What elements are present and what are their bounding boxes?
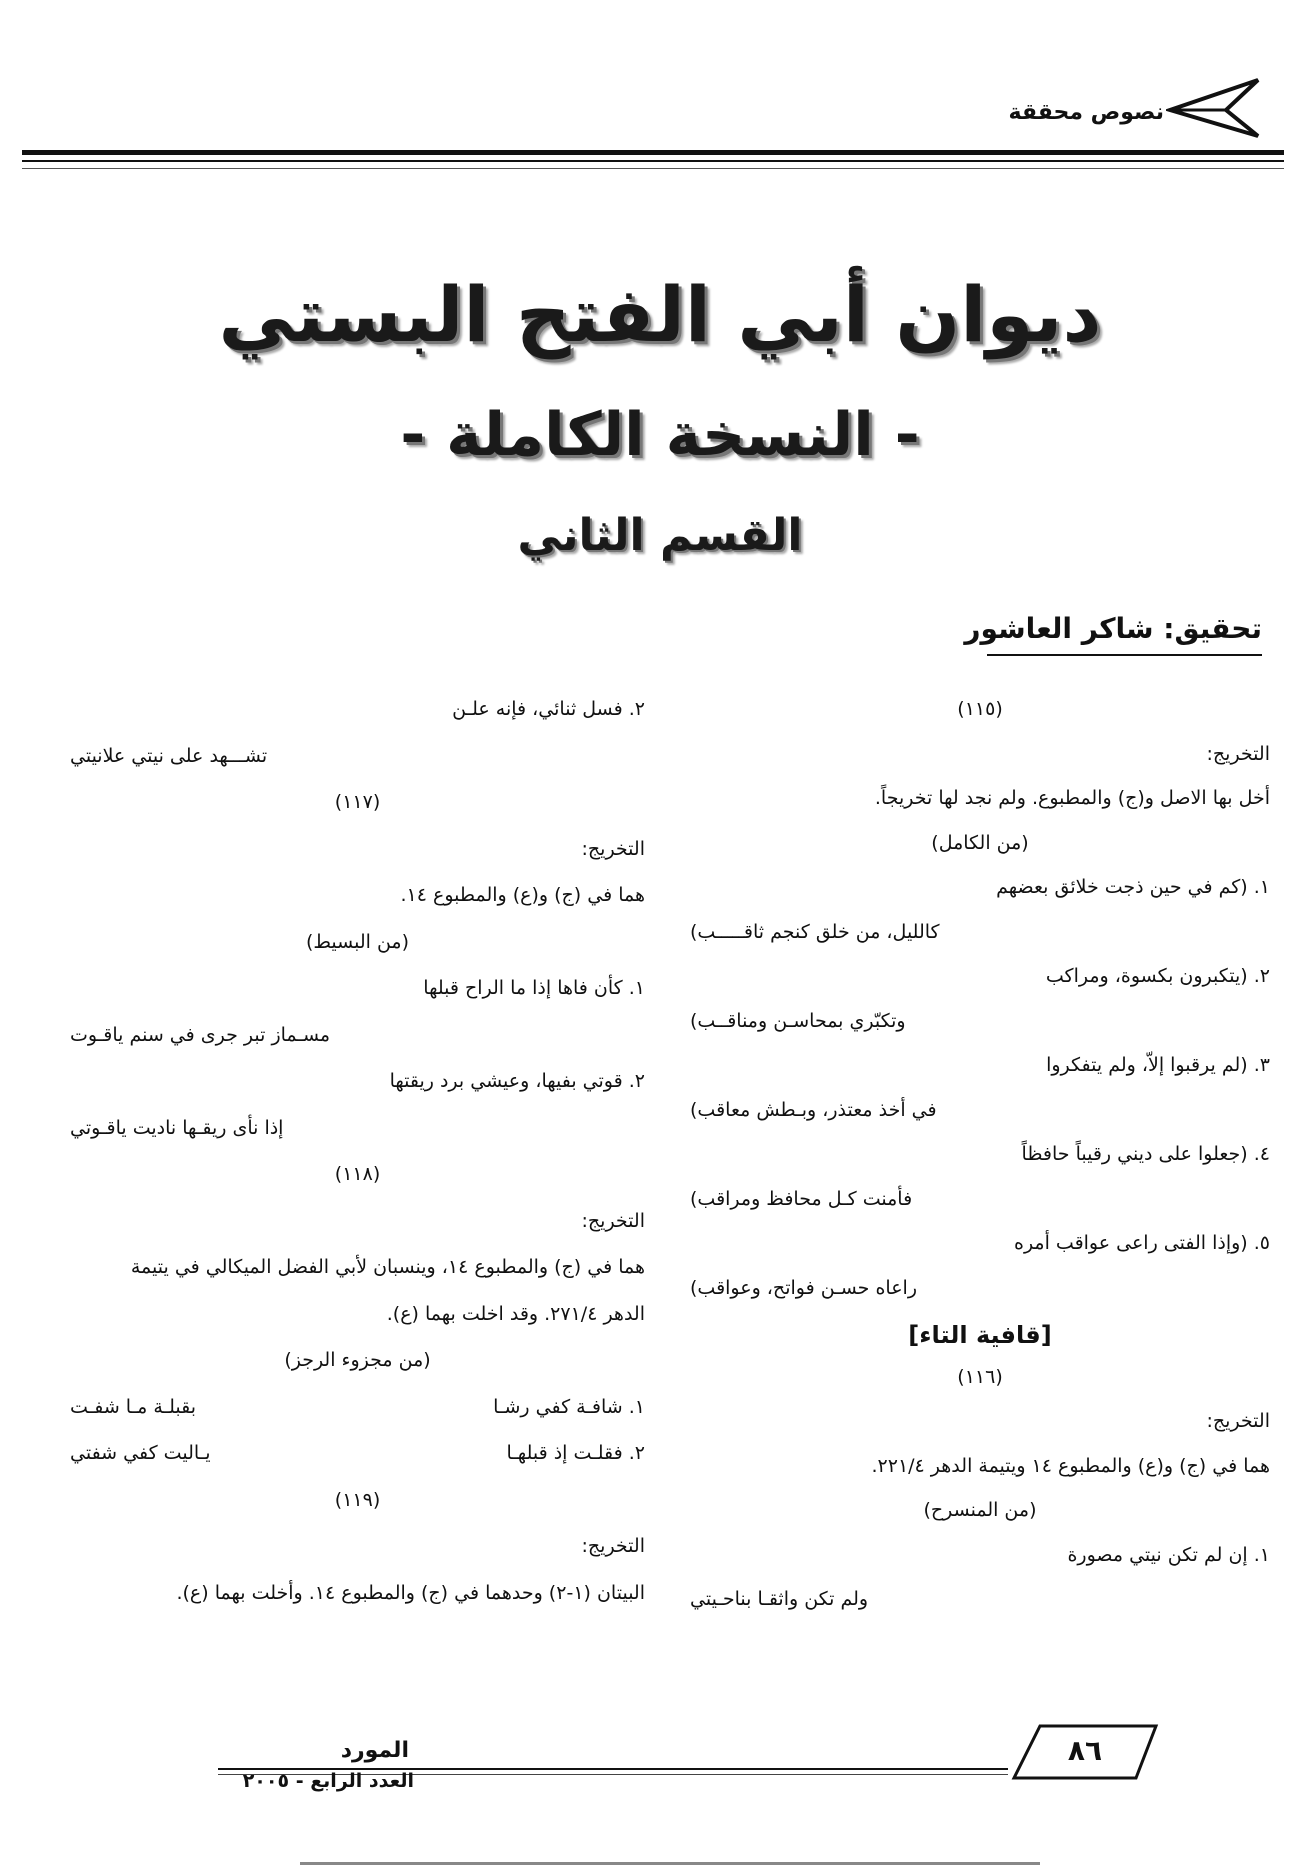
left-column-line (70, 700, 645, 719)
text-line: ٤. (جعلوا على ديني رقيباً حافظاً (1021, 1143, 1270, 1165)
header-rule-thin-2 (22, 168, 1284, 169)
left-column-line (70, 1302, 645, 1325)
issue-label: العدد الرابع - ٢٠٠٥ (242, 1770, 414, 1792)
right-column-line (690, 1276, 1270, 1299)
part-title: القسم الثاني (517, 510, 803, 561)
text-line: ٢. (يتكبرون بكسوة، ومراكب (1045, 965, 1270, 987)
verse-hemistich-second: بقبلـة مـا شفـت (70, 1395, 197, 1418)
right-column-line (690, 1323, 1270, 1347)
text-line: ٣. (لم يرقبوا إلاّ، ولم يتفكروا (1046, 1054, 1270, 1076)
text-line: كالليل، من خلق كنجم ثاقـــــب) (690, 920, 940, 943)
text-line: راعاه حسـن فواتح، وعواقب) (690, 1276, 917, 1299)
left-column-line (70, 1351, 645, 1370)
editor-credit: تحقيق: شاكر العاشور (964, 612, 1262, 645)
right-column-line (690, 700, 1270, 719)
left-column-line (70, 1116, 645, 1139)
text-line: فأمنت كـل محافظ ومراقب) (690, 1187, 913, 1210)
arrow-logo-icon (1166, 74, 1262, 142)
text-line: هما في (ج) والمطبوع ١٤، وينسبان لأبي الفضل الميكالي في يتيمة (130, 1256, 645, 1278)
left-column-line (70, 1209, 645, 1232)
right-column-line (690, 742, 1270, 765)
text-line: التخريج: (581, 1209, 645, 1232)
text-line: التخريج: (1206, 742, 1270, 765)
text-line: تشـــهد على نيتي علانيتي (70, 744, 268, 767)
text-line: وتكبّري بمحاسـن ومناقــب) (690, 1009, 906, 1032)
header-rule (22, 150, 1284, 155)
left-column-line (70, 1023, 645, 1046)
text-line: (١١٨) (334, 1163, 381, 1185)
right-column-line (690, 831, 1270, 854)
left-column-line (70, 886, 645, 905)
text-line: ١. (كم في حين ذجت خلائق بعضهم (996, 876, 1270, 898)
left-column-line (70, 979, 645, 998)
right-column-line (690, 1412, 1270, 1431)
text-line: التخريج: (1206, 1410, 1270, 1432)
left-column-line (70, 744, 645, 767)
left-column-line (70, 1258, 645, 1277)
text-line: ٥. (وإذا الفتى راعى عواقب أمره (1013, 1232, 1270, 1254)
text-line: ولم تكن واثقـا بناحـيتي (690, 1588, 869, 1610)
right-column-line (690, 1543, 1270, 1566)
right-column-line (690, 789, 1270, 808)
right-column-line (690, 1234, 1270, 1253)
text-line: أخل بها الاصل و(ج) والمطبوع. ولم نجد لها تخريجاً. (874, 787, 1270, 809)
main-title: ديوان أبي الفتح البستي (218, 270, 1102, 359)
left-column-line (70, 1165, 645, 1184)
header-rule-thin (22, 160, 1284, 162)
left-column-line (70, 1488, 645, 1511)
right-column (690, 700, 1270, 1680)
rhyme-section-heading: [قافية التاء] (908, 1321, 1052, 1349)
text-line: (١١٦) (957, 1365, 1003, 1388)
page-number: ٨٦ (1067, 1734, 1103, 1767)
left-column-line (70, 1537, 645, 1556)
verse-hemistich-first: ١. شافـة كفي رشـا (493, 1395, 645, 1418)
text-line: مسـماز تبر جرى في سنم ياقـوت (70, 1023, 331, 1046)
left-column-line (70, 837, 645, 860)
text-line: (من المنسرح) (923, 1499, 1037, 1521)
text-line: هما في (ج) و(ع) والمطبوع ١٤ ويتيمة الدهر ٢٢١/٤. (871, 1454, 1270, 1477)
text-line: (من البسيط) (305, 930, 410, 953)
text-line: (من الكامل) (931, 831, 1029, 854)
text-line: التخريج: (581, 1535, 645, 1557)
text-line: ٢. قوتي بفيها، وعيشي برد ريقتها (389, 1070, 645, 1092)
editor-underline (987, 654, 1262, 656)
journal-name: المورد (340, 1738, 409, 1763)
right-column-line (690, 1098, 1270, 1121)
right-column-line (690, 1145, 1270, 1164)
right-column-line (690, 878, 1270, 897)
left-column (70, 700, 645, 1680)
verse-hemistich-second: يـاليت كفي شفتي (70, 1442, 211, 1464)
text-line: (١١٧) (334, 791, 381, 813)
text-line: الدهر ٢٧١/٤. وقد اخلت بهما (ع). (386, 1302, 645, 1325)
verse-hemistich-first: ٢. فقلـت إذ قبلهـا (506, 1442, 645, 1464)
right-column-line (690, 920, 1270, 943)
text-line: هما في (ج) و(ع) والمطبوع ١٤. (400, 884, 645, 906)
text-line: إذا نأى ريقـها ناديت ياقـوتي (70, 1116, 284, 1139)
text-line: البيتان (١-٢) وحدهما في (ج) والمطبوع ١٤. وأخلت بهما (ع). (176, 1581, 645, 1604)
right-column-line (690, 1454, 1270, 1477)
right-column-line (690, 1501, 1270, 1520)
text-line: ١. إن لم تكن نيتي مصورة (1067, 1543, 1270, 1566)
scan-edge (300, 1862, 1040, 1865)
right-column-line (690, 1590, 1270, 1609)
text-line: ٢. فسل ثنائي، فإنه علـن (452, 698, 645, 720)
right-column-line (690, 1187, 1270, 1210)
text-line: في أخذ معتذر، وبـطش معاقب) (690, 1098, 937, 1121)
text-line: التخريج: (581, 837, 645, 860)
right-column-line (690, 967, 1270, 986)
left-column-line (70, 930, 645, 953)
left-column-line (70, 1072, 645, 1091)
right-column-line (690, 1009, 1270, 1032)
left-column-line (70, 1581, 645, 1604)
text-line: (١١٥) (957, 698, 1003, 720)
text-line: ١. كأن فاها إذا ما الراح قبلها (423, 977, 645, 999)
section-label: نصوص محققة (1008, 100, 1164, 125)
sub-title: - النسخة الكاملة - (400, 400, 920, 470)
left-column-line (70, 793, 645, 812)
right-column-line (690, 1056, 1270, 1075)
text-line: (١١٩) (334, 1488, 381, 1511)
right-column-line (690, 1365, 1270, 1388)
text-line: (من مجزوء الرجز) (284, 1349, 431, 1371)
